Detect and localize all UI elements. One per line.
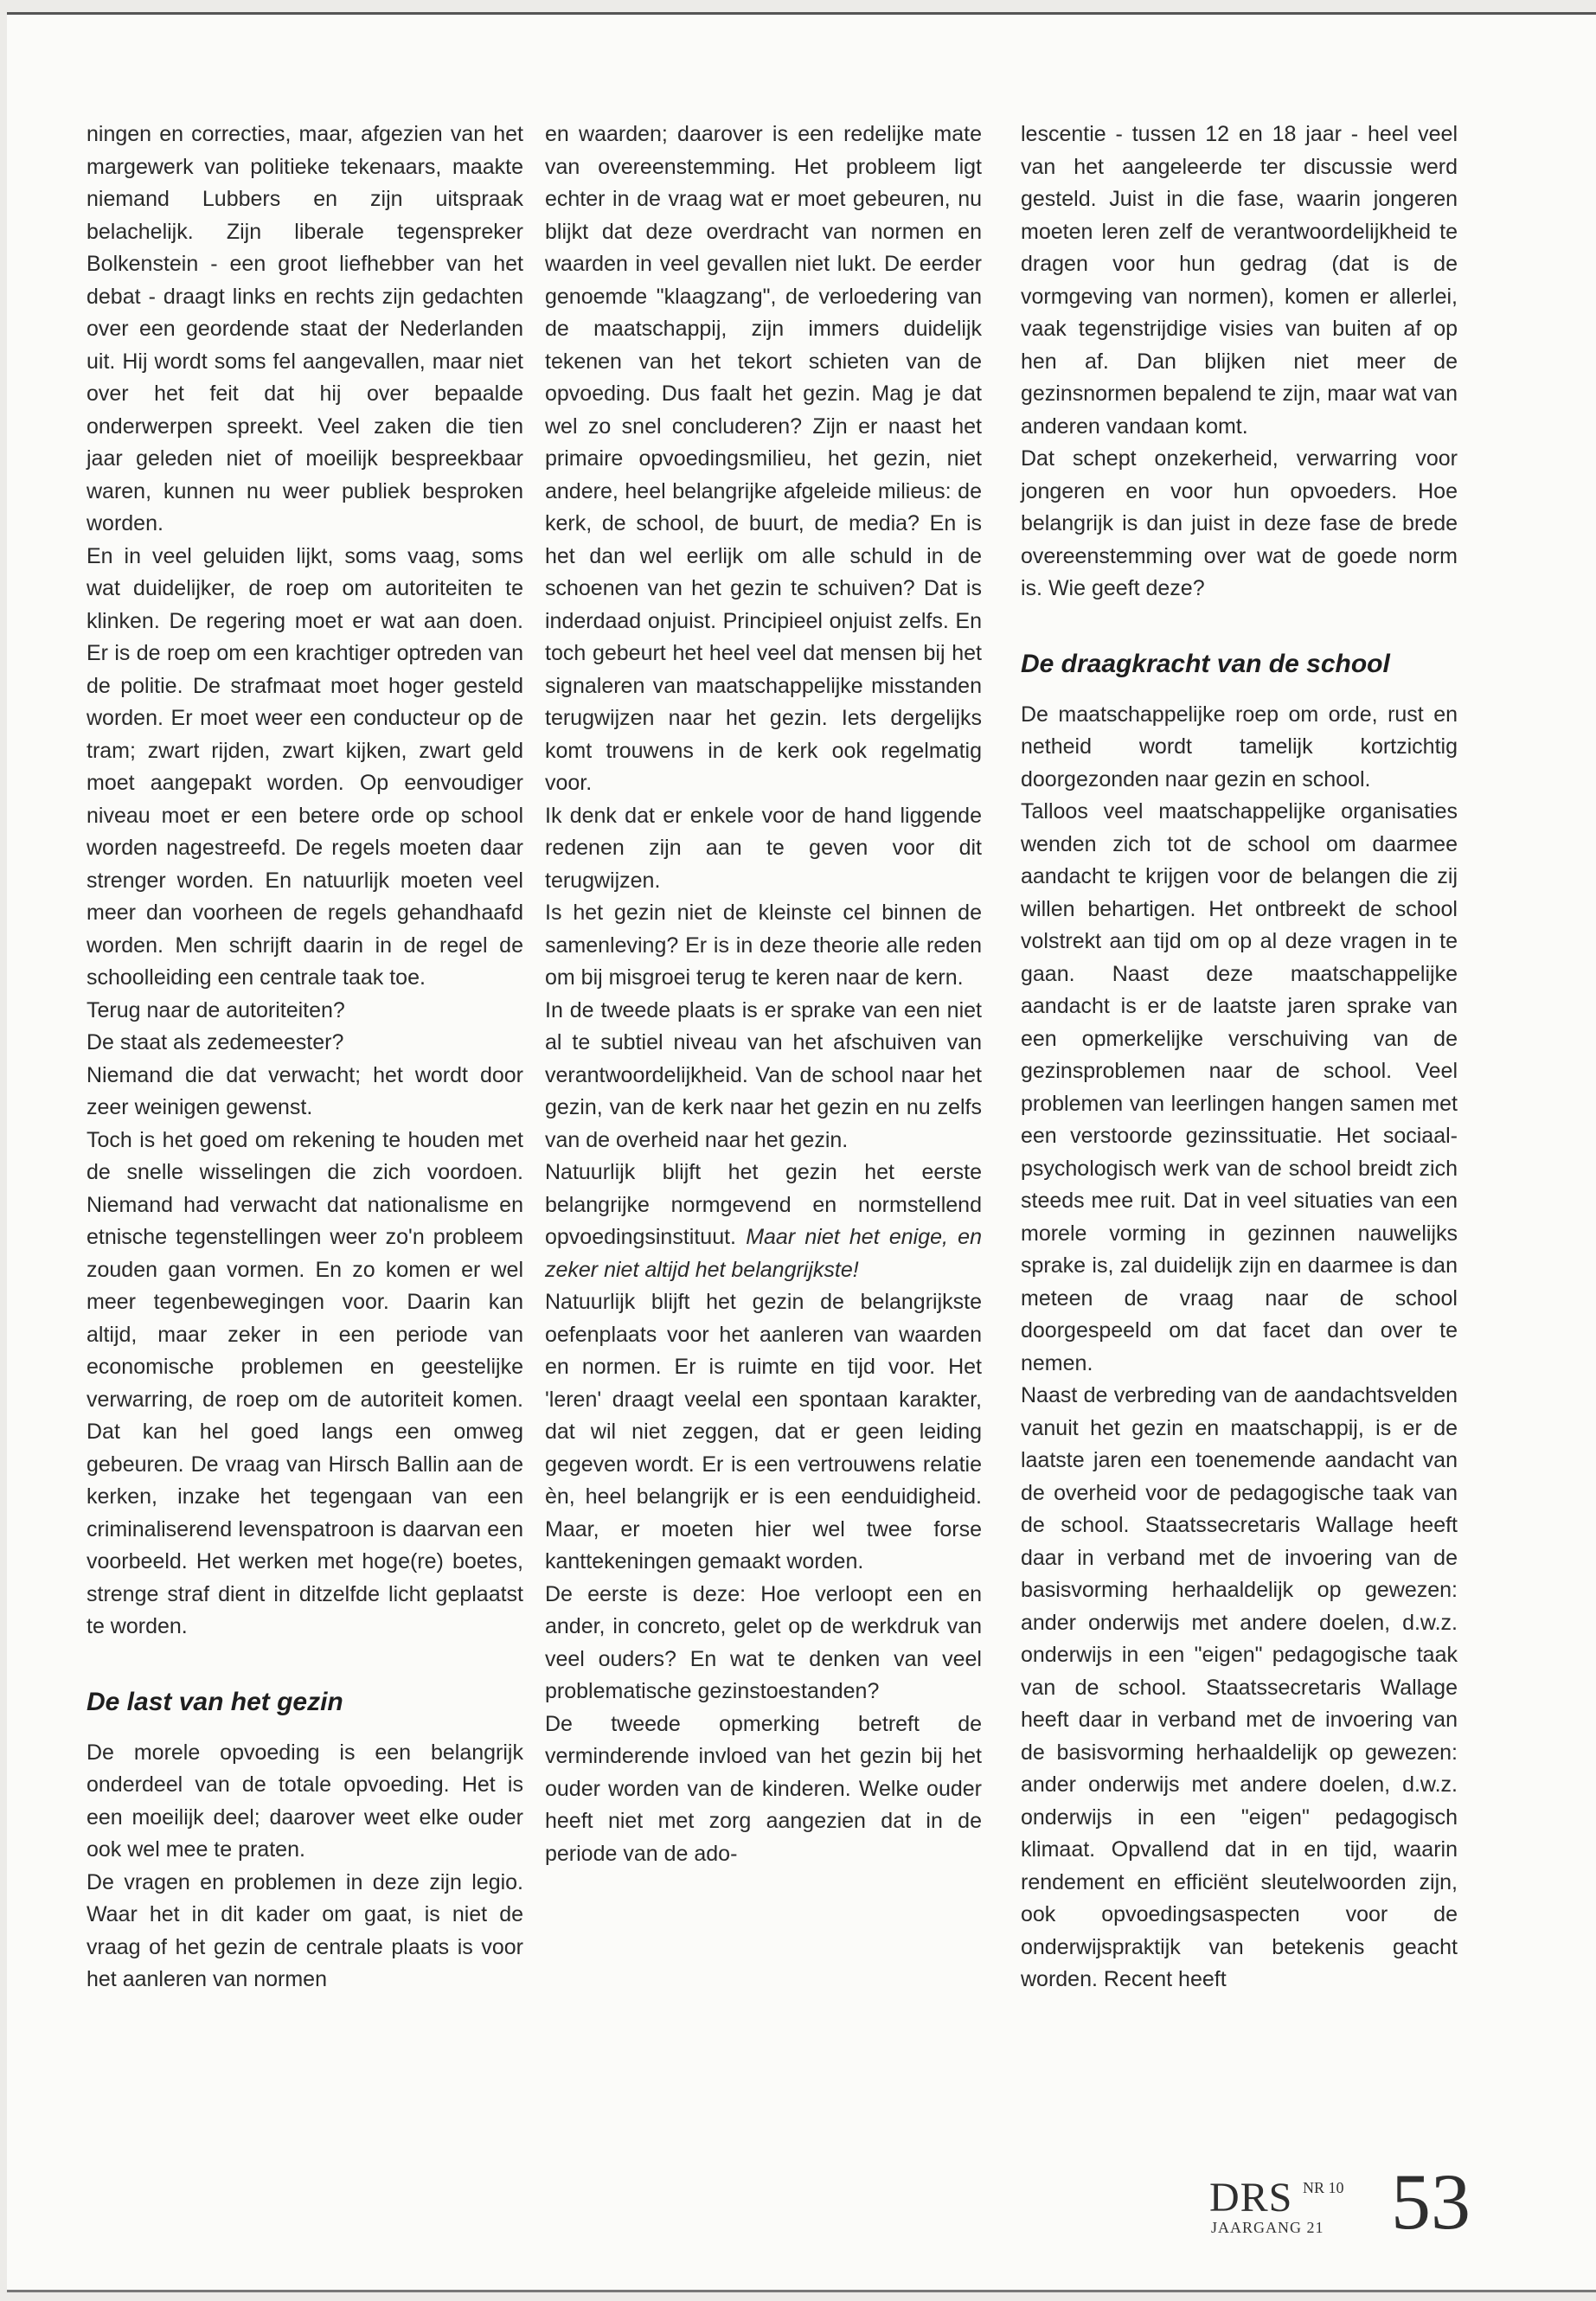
paragraph: De staat als zedemeester?: [87, 1030, 344, 1054]
paragraph: De tweede opmerking betreft de verminderende invloed van het gezin bij het ouder worden van de kinderen. Welke ouder heeft niet met zorg aangezien dat in de periode van de ado-: [545, 1711, 982, 1866]
paragraph-text: Natuurlijk blijft het gezin het eerste belangrijke normgevend en normstellend opvoedingsinstituut.: [545, 1160, 982, 1249]
paragraph: Talloos veel maatschappelijke organisaties wenden zich tot de school om daarmee aandacht te krijgen voor de belangen die zij willen behartigen. Het ontbreekt de school volstrekt aan tijd om op al deze vragen in te gaan. Naast deze maatschappelijke aandacht is er de laatste jaren sprake van een opmerkelijke verschuiving van de gezinsproblemen naar de school. Veel problemen van leerlingen hangen samen met een verstoorde gezinssituatie. Het sociaal-psychologisch werk van de school breidt zich steeds mee ruit. Dat in veel situaties van een morele vorming in gezinnen nauwelijks sprake is, zal duidelijk zijn en daarmee is dan meteen de vraag naar de school doorgespeeld om dat facet dan over te nemen.: [1021, 799, 1458, 1375]
magazine-masthead: DRS: [1209, 2175, 1293, 2221]
section-heading-last-van-het-gezin: De last van het gezin: [87, 1687, 343, 1716]
paragraph: De vragen en problemen in deze zijn legio. Waar het in dit kader om gaat, is niet de vraag of het gezin de centrale plaats is voor het aanleren van normen: [87, 1869, 523, 1991]
paragraph: Natuurlijk blijft het gezin de belangrijkste oefenplaats voor het aanleren van waarden en normen. Er is ruimte en tijd voor. Het 'leren' draagt veelal een spontaan karakter, dat wil niet zeggen, dat er geen leiding gegeven wordt. Er is een vertrouwens relatie èn, heel belangrijk er is een eenduidigheid. Maar, er moeten hier wel twee forse kanttekeningen gemaakt worden.: [545, 1290, 982, 1574]
paragraph: En in veel geluiden lijkt, soms vaag, soms wat duidelijker, de roep om autoriteiten te klinken. De regering moet er wat aan doen. Er is de roep om een krachtiger optreden van de politie. De strafmaat moet hoger gesteld worden. Er moet weer een conducteur op de tram; zwart rijden, zwart kijken, zwart geld moet aangepakt worden. Op eenvoudiger niveau moet er een betere orde op school worden nagestreefd. De regels moeten daar strenger worden. En natuurlijk moeten veel meer dan voorheen de regels gehandhaafd worden. Men schrijft daarin in de regel de schoolleiding een centrale taak toe.: [87, 543, 523, 990]
page-number: 53: [1391, 2157, 1471, 2246]
paragraph: Ik denk dat er enkele voor de hand liggende redenen zijn aan te geven voor dit terugwijzen.: [545, 803, 982, 893]
paragraph: De morele opvoeding is een belangrijk onderdeel van de totale opvoeding. Het is een moeilijk deel; daarover weet elke ouder ook wel mee te praten.: [87, 1740, 523, 1862]
paragraph: Terug naar de autoriteiten?: [87, 997, 345, 1022]
text-column-1: [87, 119, 523, 1997]
text-column-2: [545, 119, 982, 1870]
paragraph: Is het gezin niet de kleinste cel binnen de samenleving? Er is in deze theorie alle reden om bij misgroei terug te keren naar de kern.: [545, 901, 982, 990]
issue-number: NR 10: [1303, 2179, 1344, 2196]
volume-year: JAARGANG 21: [1211, 2219, 1324, 2236]
emphasis-text: Maar niet het enige, en zeker niet altijd het belangrijkste!: [545, 1225, 982, 1282]
paragraph: ningen en correcties, maar, afgezien van het margewerk van politieke tekenaars, maakte niemand Lubbers en zijn uitspraak belachelijk. Zijn liberale tegenspreker Bolkenstein - een groot liefhebber van het debat - draagt links en rechts zijn gedachten over een geordende staat der Nederlanden uit. Hij wordt soms fel aangevallen, maar niet over het feit dat hij over bepaalde onderwerpen spreekt. Veel zaken die tien jaar geleden niet of moeilijk bespreekbaar waren, kunnen nu weer publiek besproken worden.: [87, 122, 523, 535]
paragraph: en waarden; daarover is een redelijke mate van overeenstemming. Het probleem ligt echter in de vraag wat er moet gebeuren, nu blijkt dat deze overdracht van normen en waarden in veel gevallen niet lukt. De eerder genoemde "klaagzang", de verloedering van de maatschappij, zijn immers duidelijk tekenen van het tekort schieten van de opvoeding. Dus faalt het gezin. Mag je dat wel zo snel concluderen? Zijn er naast het primaire opvoedingsmilieu, het gezin, niet andere, heel belangrijke afgeleide milieus: de kerk, de school, de buurt, de media? En is het dan wel eerlijk om alle schuld in de schoenen van het gezin te schuiven? Dat is inderdaad onjuist. Principieel onjuist zelfs. En toch gebeurt het heel veel dat mensen bij het signaleren van maatschappelijke misstanden terugwijzen naar het gezin. Iets dergelijks komt trouwens in de kerk ook regelmatig voor.: [545, 122, 982, 795]
page-footer: [1209, 2157, 1573, 2246]
magazine-page: [7, 12, 1596, 2292]
paragraph: lescentie - tussen 12 en 18 jaar - heel veel van het aangeleerde ter discussie werd gesteld. Juist in die fase, waarin jongeren moeten leren zelf de verantwoordelijkheid te dragen voor hun gedrag (dat is de vormgeving van normen), komen er allerlei, vaak tegenstrijdige visies van buiten af op hen af. Dan blijken niet meer de gezinsnormen bepalend te zijn, maar wat van anderen vandaan komt.: [1021, 122, 1458, 439]
paragraph: De eerste is deze: Hoe verloopt een en ander, in concreto, gelet op de werkdruk van veel ouders? En wat te denken van veel problematische gezinstoestanden?: [545, 1581, 982, 1703]
section-heading-draagkracht-van-de-school: De draagkracht van de school: [1021, 649, 1390, 678]
paragraph: Toch is het goed om rekening te houden met de snelle wisselingen die zich voordoen. Niemand had verwacht dat nationalisme en etnische tegenstellingen weer zo'n probleem zouden gaan vormen. En zo komen er wel meer tegenbewegingen voor. Daarin kan altijd, maar zeker in een periode van economische problemen en geestelijke verwarring, de roep om de autoriteit komen. Dat kan hel goed langs een omweg gebeuren. De vraag van Hirsch Ballin aan de kerken, inzake het tegengaan van een criminaliserend levenspatroon is daarvan een voorbeeld. Het werken met hoge(re) boetes, strenge straf dient in ditzelfde licht geplaatst te worden.: [87, 1127, 523, 1638]
text-column-3: [1021, 119, 1458, 1997]
paragraph: Niemand die dat verwacht; het wordt door zeer weinigen gewenst.: [87, 1062, 523, 1119]
paragraph: In de tweede plaats is er sprake van een niet al te subtiel niveau van het afschuiven van verantwoordelijkheid. Van de school naar het gezin, van de kerk naar het gezin en nu zelfs van de overheid naar het gezin.: [545, 997, 982, 1152]
paragraph: De maatschappelijke roep om orde, rust en netheid wordt tamelijk kortzichtig doorgezonden naar gezin en school.: [1021, 702, 1458, 792]
paragraph: Dat schept onzekerheid, verwarring voor jongeren en voor hun opvoeders. Hoe belangrijk is dan juist in deze fase de brede overeenstemming over wat de goede norm is. Wie geeft deze?: [1021, 446, 1458, 600]
paragraph: Naast de verbreding van de aandachtsvelden vanuit het gezin en maatschappij, is er de laatste jaren een toenemende aandacht van de overheid voor de pedagogische taak van de school. Staatssecretaris Wallage heeft daar in verband met de invoering van de basisvorming herhaaldelijk op gewezen: ander onderwijs met andere doelen, d.w.z. onderwijs in een "eigen" pedagogische taak van de school. Staatssecretaris Wallage heeft daar in verband met de invoering van de basisvorming herhaaldelijk op gewezen: ander onderwijs met andere doelen, d.w.z. onderwijs in een "eigen" pedagogisch klimaat. Opvallend dat in en tijd, waarin rendement en efficiënt sleutelwoorden zijn, ook opvoedingsaspecten voor de onderwijspraktijk van betekenis geacht worden. Recent heeft: [1021, 1383, 1458, 1991]
paragraph-with-emphasis: [545, 1157, 982, 1286]
